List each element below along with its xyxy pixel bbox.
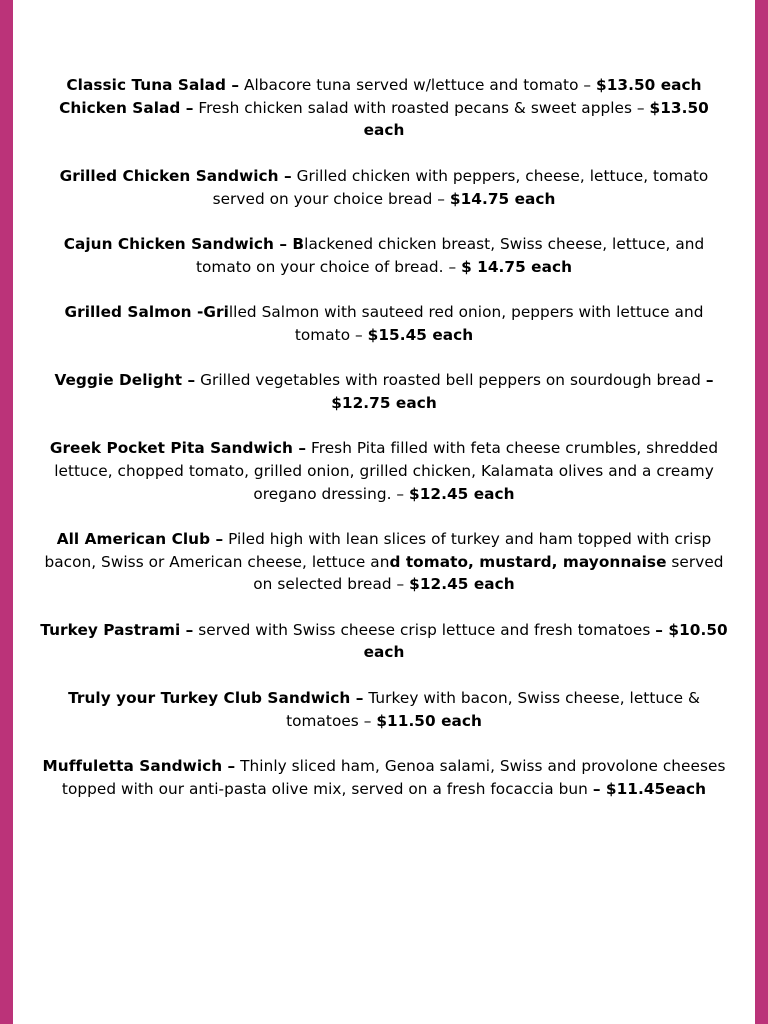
item-description: Piled high with lean slices of turkey and ham topped with crisp bacon, Swiss or American cheese, lettuce an — [44, 529, 712, 571]
menu-item-truly-your-turkey-club-sandwich — [40, 687, 728, 732]
item-price: $12.45 each — [409, 575, 515, 594]
item-description: Grilled chicken with peppers, cheese, lettuce, tomato served on your choice bread – — [212, 166, 709, 208]
item-description: served with Swiss cheese crisp lettuce and fresh tomatoes — [193, 620, 656, 639]
left-border-stripe — [0, 0, 13, 1024]
item-name: Veggie Delight – — [54, 371, 196, 390]
item-name: Chicken Salad – — [59, 98, 194, 117]
item-price: $15.45 each — [367, 325, 474, 344]
item-name: Grilled Chicken Sandwich – — [59, 166, 292, 185]
menu-item-chicken-salad — [40, 97, 728, 142]
item-description: lled Salmon with sauteed red onion, peppers with lettuce and tomato – — [228, 302, 704, 344]
item-description: lackened chicken breast, Swiss cheese, lettuce, and tomato on your choice of bread. – — [195, 234, 705, 276]
menu-item-veggie-delight — [40, 369, 728, 414]
item-name: Muffuletta Sandwich – — [42, 756, 236, 775]
item-price: – $10.50 each — [363, 620, 728, 662]
item-price: – $12.75 each — [331, 371, 714, 412]
item-name: Grilled Salmon -Gri — [64, 302, 229, 321]
item-description: Turkey with bacon, Swiss cheese, lettuce & tomatoes – — [286, 688, 700, 730]
item-name: Classic Tuna Salad – — [66, 76, 240, 94]
item-name: All American Club – — [56, 529, 224, 548]
menu-item-grilled-salmon — [40, 301, 728, 346]
item-name: Truly your Turkey Club Sandwich – — [68, 688, 364, 707]
menu-item-all-american-club — [40, 528, 728, 596]
item-name: Cajun Chicken Sandwich – B — [63, 234, 305, 253]
item-description-continued: served on selected bread – — [253, 552, 724, 594]
right-border-stripe — [755, 0, 768, 1024]
item-price: – $11.45each — [592, 779, 707, 798]
item-description: Grilled vegetables with roasted bell peppers on sourdough bread — [195, 371, 706, 390]
item-price: $13.50 each — [363, 98, 709, 140]
item-description: Fresh chicken salad with roasted pecans & sweet apples – — [193, 98, 650, 117]
item-price: $13.50 each — [596, 76, 702, 94]
menu-item-muffuletta-sandwich — [40, 755, 728, 800]
item-price: $14.75 each — [449, 189, 556, 208]
item-description: Thinly sliced ham, Genoa salami, Swiss and provolone cheeses topped with our anti-pasta olive mix, served on a fresh focaccia bun — [61, 756, 726, 798]
item-bold-detail: d tomato, mustard, mayonnaise — [389, 552, 667, 571]
item-description: Albacore tuna served w/lettuce and tomato – — [239, 76, 597, 94]
item-name: Turkey Pastrami – — [40, 620, 194, 639]
menu-item-turkey-pastrami — [40, 619, 728, 664]
item-price: $ 14.75 each — [461, 257, 573, 276]
menu-item-greek-pocket-pita-sandwich — [40, 437, 728, 505]
menu-list — [40, 74, 728, 823]
item-price: $12.45 each — [409, 484, 515, 503]
item-price: $11.50 each — [376, 711, 482, 730]
menu-item-cajun-chicken-sandwich — [40, 233, 728, 278]
item-name: Greek Pocket Pita Sandwich – — [49, 439, 307, 458]
item-description: Fresh Pita filled with feta cheese crumbles, shredded lettuce, chopped tomato, grilled onion, grilled chicken, Kalamata olives and a creamy oregano dressing. – — [54, 439, 719, 503]
menu-item-grilled-chicken-sandwich — [40, 165, 728, 210]
menu-item-classic-tuna-salad — [40, 74, 728, 97]
